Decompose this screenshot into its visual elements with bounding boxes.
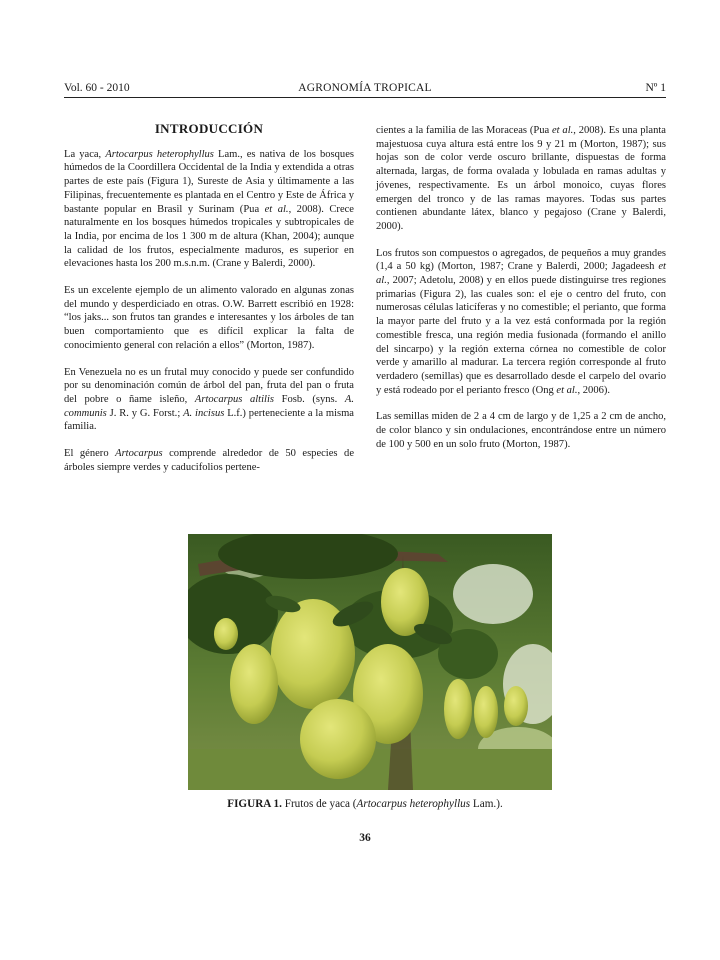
figure-caption: FIGURA 1. Frutos de yaca (Artocarpus heterophyllus Lam.). — [227, 798, 503, 810]
paragraph: Las semillas miden de 2 a 4 cm de largo y de 1,25 a 2 cm de ancho, de color blanco y sin ondulaciones, encontrándose entre un número de 100 y 500 en un solo fruto (Morton, 1987). — [376, 411, 666, 450]
right-column — [376, 124, 666, 464]
left-column — [64, 122, 354, 487]
running-header — [64, 80, 666, 96]
header-rule — [64, 97, 666, 98]
paragraph: La yaca, Artocarpus heterophyllus Lam., es nativa de los bosques húmedos de la Coordillera Occidental de la India y extendida a otras partes de este país (Figura 1), Sureste de Asia y últimamente a las Filipinas, frecuentemente es plantada en el Centro y Este de África y bastante popular en Brasil y Surinam (Pua et al., 2008). Crece naturalmente en los bosques húmedos tropicales y subtropicales de la India, por encima de los 1 300 m de altura (Khan, 2004); aunque la calidad de los frutos, especialmente maduros, es superior en elevaciones hasta los 200 m.s.n.m. (Crane y Balerdi, 2000). — [64, 148, 354, 270]
header-volume: Vol. 60 - 2010 — [64, 82, 130, 94]
jackfruit-photo — [188, 534, 552, 790]
paragraph: El género Artocarpus comprende alrededor de 50 especies de árboles siempre verdes y caducifolios pertene- — [64, 448, 354, 473]
header-number: Nº 1 — [645, 82, 666, 94]
paragraph: En Venezuela no es un frutal muy conocido y puede ser confundido por su denominación común de árbol del pan, fruta del pan o fruta del pobre o ñame isleño, Artocarpus altilis Fosb. (syns. A. communis J. R. y G. Forst.; A. incisus L.f.) perteneciente a la misma familia. — [64, 366, 354, 433]
header-journal: AGRONOMÍA TROPICAL — [298, 82, 432, 94]
paragraph: cientes a la familia de las Moraceas (Pua et al., 2008). Es una planta majestuosa cuya altura está entre los 9 y 21 m (Morton, 1987); sus hojas son de color verde oscuro brillante, dispuestas de forma alternada, largas, de forma ovalada y lobulada en ramas adultas y jóvenes, respectivamente. Es un árbol monoico, cuyas flores emergen del tronco y de las ramas mayores. Todas sus partes contienen abundante látex, blanco y pegajoso (Crane y Balerdi, 2000). — [376, 125, 666, 232]
paragraph: Los frutos son compuestos o agregados, de pequeños a muy grandes (1,4 a 50 kg) (Morton, 1987; Crane y Balerdi, 2000; Jagadeesh et al., 2007; Adetolu, 2008) y en ellos puede distinguirse tres regiones primarias (Figura 2), las cuales son: el eje o centro del fruto, con numerosas células laticíferas y no comestible; el perianto, que forma la mayor parte del fruto y a la vez está conformada por la región comestible fresca, una región media fusionada (formando el anillo del sincarpo) y la región externa córnea no comestible de color verde y amarillo al madurar. La tercera región corresponde al fruto verdadero (semillas) que es desarrollado desde el carpelo del ovario y está rodeado por el perianto fresco (Ong et al., 2006). — [376, 247, 666, 396]
figure-label: FIGURA 1. — [227, 798, 282, 810]
page-number: 36 — [359, 832, 371, 844]
paragraph: Es un excelente ejemplo de un alimento valorado en algunas zonas del mundo y desperdiciado en otras. O.W. Barrett escribió en 1928: “los jaks... son frutos tan grandes e interesantes y los árboles de tan buen comportamiento que es difícil explicar la falta de conocimiento general con relación a ellos” (Morton, 1987). — [64, 285, 354, 351]
section-title: INTRODUCCIÓN — [154, 121, 264, 136]
